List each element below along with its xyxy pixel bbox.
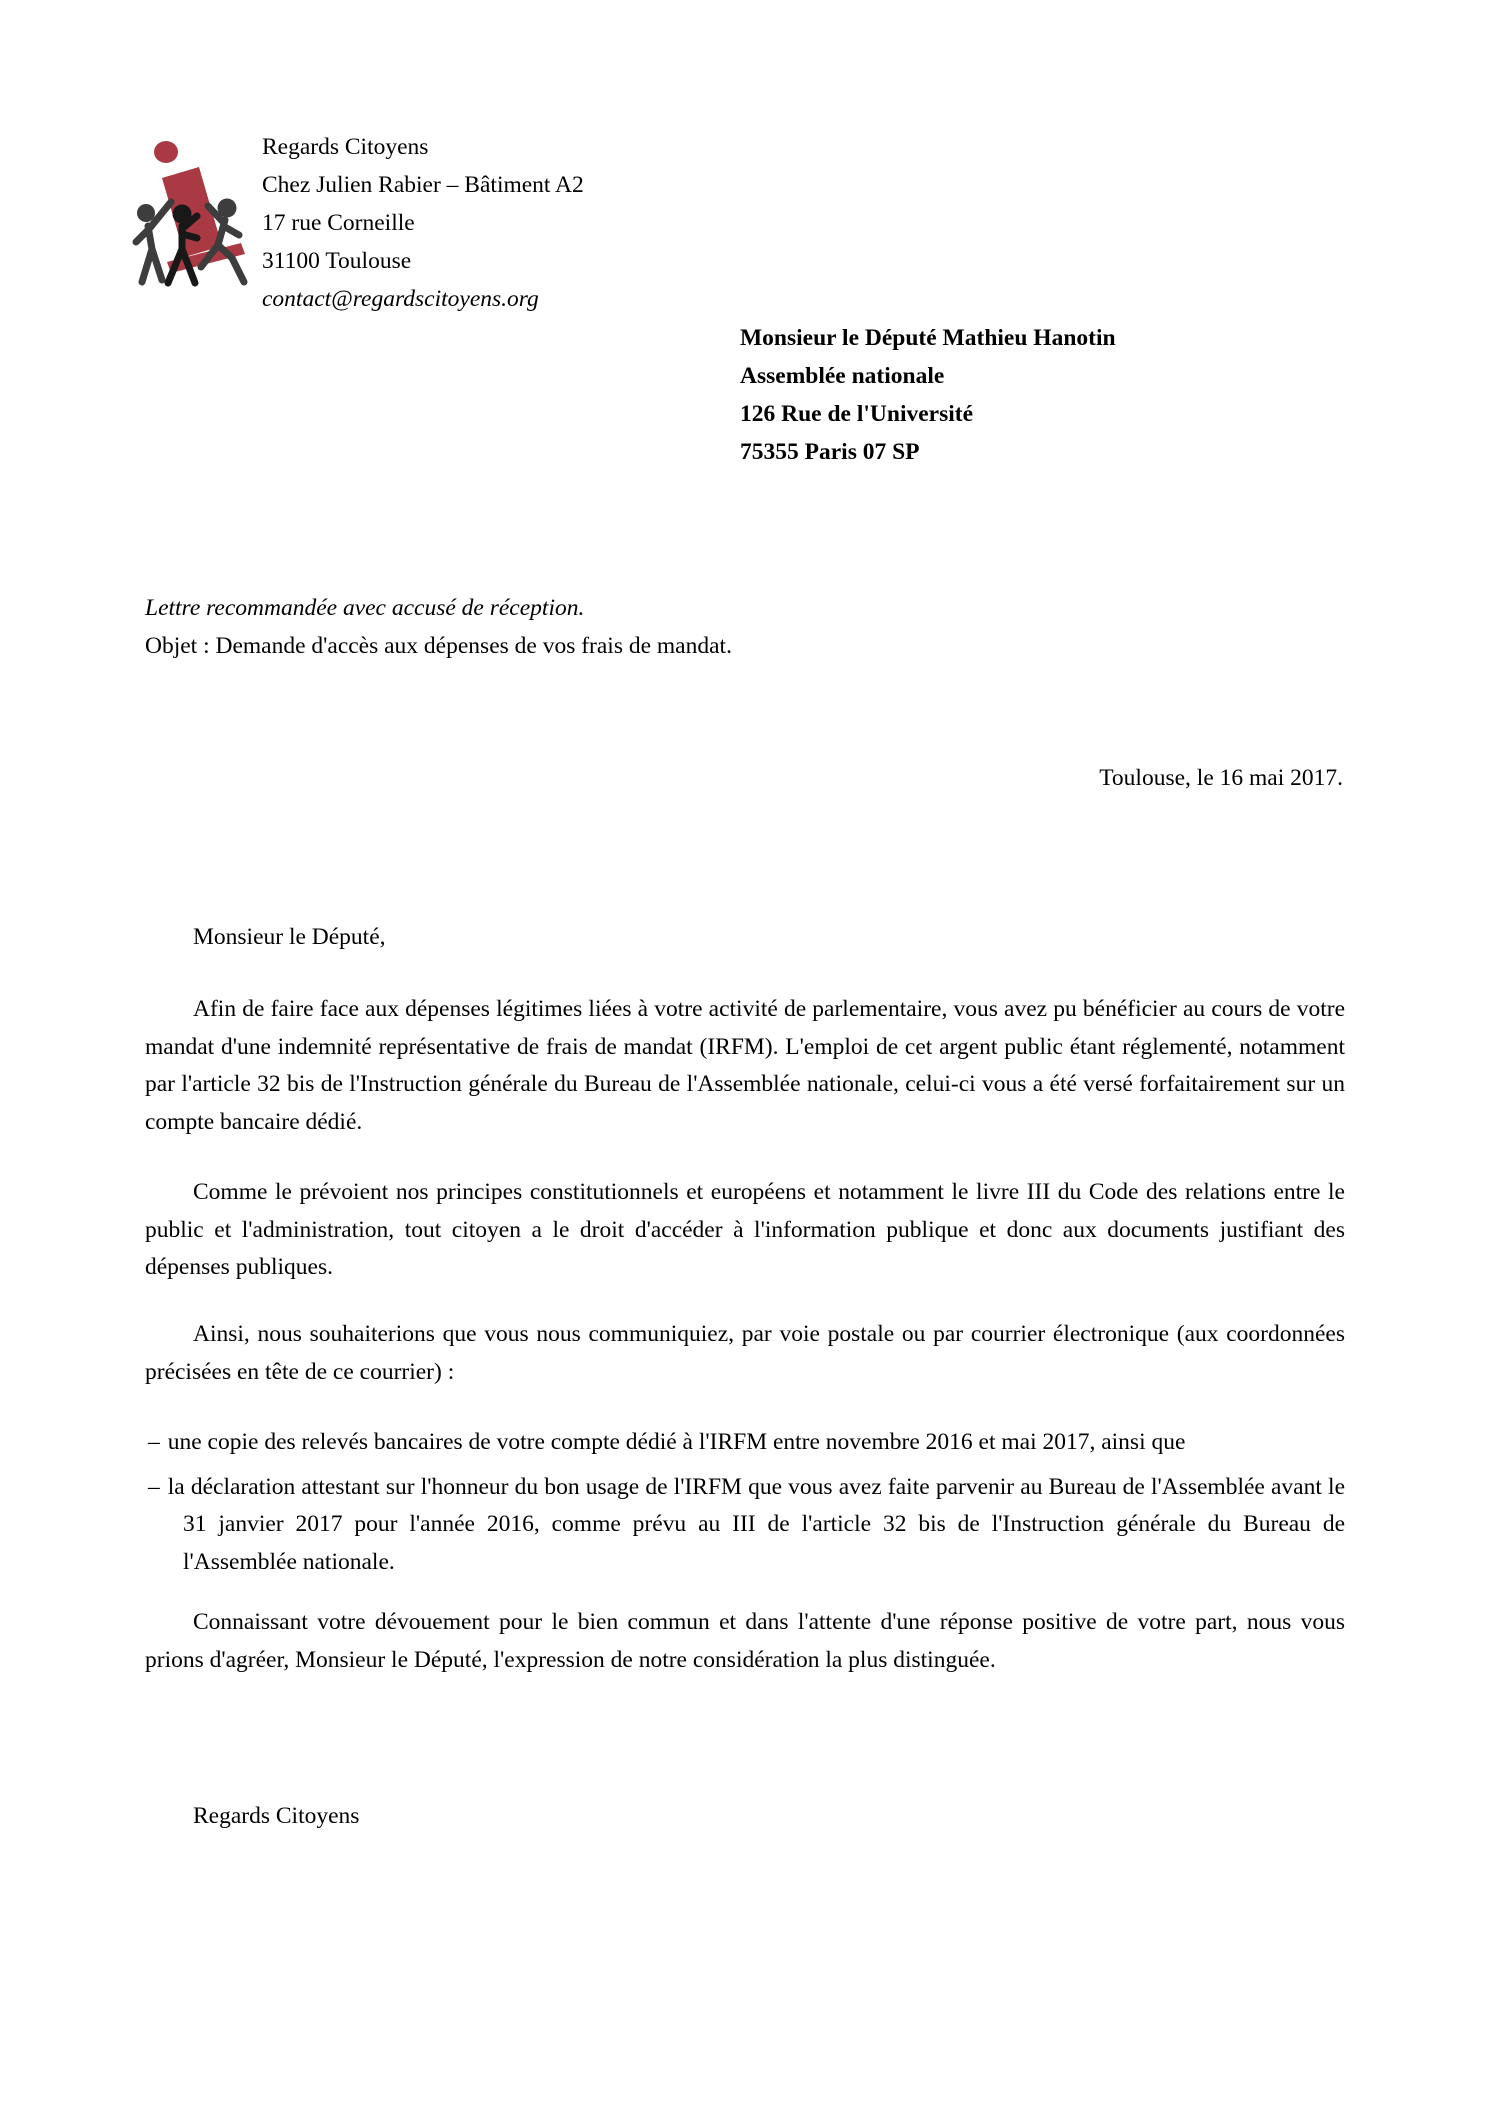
sender-email: contact@regardscitoyens.org bbox=[262, 286, 539, 312]
recipient-city: 75355 Paris 07 SP bbox=[740, 439, 920, 465]
sender-name: Regards Citoyens bbox=[262, 134, 429, 160]
regards-citoyens-logo-svg bbox=[105, 136, 255, 288]
requested-documents-list bbox=[145, 1424, 1345, 1588]
list-item bbox=[145, 1469, 1345, 1582]
recipient-institution: Assemblée nationale bbox=[740, 363, 945, 389]
list-item-text: la déclaration attestant sur l'honneur du bon usage de l'IRFM que vous avez faite parvenir au Bureau de l'Assemblée avant le 31 janvier 2017 pour l'année 2016, comme prévu au III de l'article 32 bis de l'Instruction générale du Bureau de l'Assemblée nationale. bbox=[167, 1473, 1345, 1575]
logo-figure-left bbox=[136, 202, 171, 282]
sender-address-line-3: 31100 Toulouse bbox=[262, 248, 412, 274]
list-item-text: une copie des relevés bancaires de votre compte dédié à l'IRFM entre novembre 2016 et mai 2017, ainsi que bbox=[167, 1429, 1186, 1455]
sender-address-block bbox=[262, 128, 584, 318]
body-paragraph-1: Afin de faire face aux dépenses légitimes liées à votre activité de parlementaire, vous avez pu bénéficier au cours de votre mandat d'une indemnité représentative de frais de mandat (IRFM). L'emploi de cet argent public étant réglementé, notamment par l'article 32 bis de l'Instruction générale du Bureau de l'Assemblée nationale, celui-ci vous a été versé forfaitairement sur un compte bancaire dédié. bbox=[145, 996, 1345, 1135]
regards-citoyens-logo bbox=[105, 136, 255, 288]
recipient-address-block bbox=[740, 319, 1116, 471]
closing-paragraph: Connaissant votre dévouement pour le bien commun et dans l'attente d'une réponse positive de votre part, nous vous prions d'agréer, Monsieur le Député, l'expression de notre considération la plus distinguée. bbox=[145, 1609, 1345, 1673]
recipient-street: 126 Rue de l'Université bbox=[740, 401, 974, 427]
recipient-name: Monsieur le Député Mathieu Hanotin bbox=[740, 325, 1116, 351]
list-item-dash: – bbox=[148, 1473, 160, 1500]
list-item-dash: – bbox=[148, 1429, 160, 1455]
reference-block bbox=[145, 589, 732, 665]
signature: Regards Citoyens bbox=[193, 1803, 360, 1829]
sender-address-line-2: 17 rue Corneille bbox=[262, 210, 415, 236]
list-item bbox=[145, 1424, 1345, 1462]
registered-mail-notice: Lettre recommandée avec accusé de réception. bbox=[145, 595, 585, 621]
subject-line: Objet : Demande d'accès aux dépenses de vos frais de mandat. bbox=[145, 633, 732, 659]
date-line: Toulouse, le 16 mai 2017. bbox=[1099, 765, 1343, 791]
body-paragraph-3: Ainsi, nous souhaiterions que vous nous communiquiez, par voie postale ou par courrier électronique (aux coordonnées précisées en tête de ce courrier) : bbox=[145, 1321, 1345, 1385]
sender-address-line-1: Chez Julien Rabier – Bâtiment A2 bbox=[262, 172, 584, 198]
body-paragraph-2: Comme le prévoient nos principes constitutionnels et européens et notamment le livre III du Code des relations entre le public et l'administration, tout citoyen a le droit d'accéder à l'information publique et donc aux documents justifiant des dépenses publiques. bbox=[145, 1179, 1345, 1280]
salutation: Monsieur le Député, bbox=[193, 924, 386, 950]
